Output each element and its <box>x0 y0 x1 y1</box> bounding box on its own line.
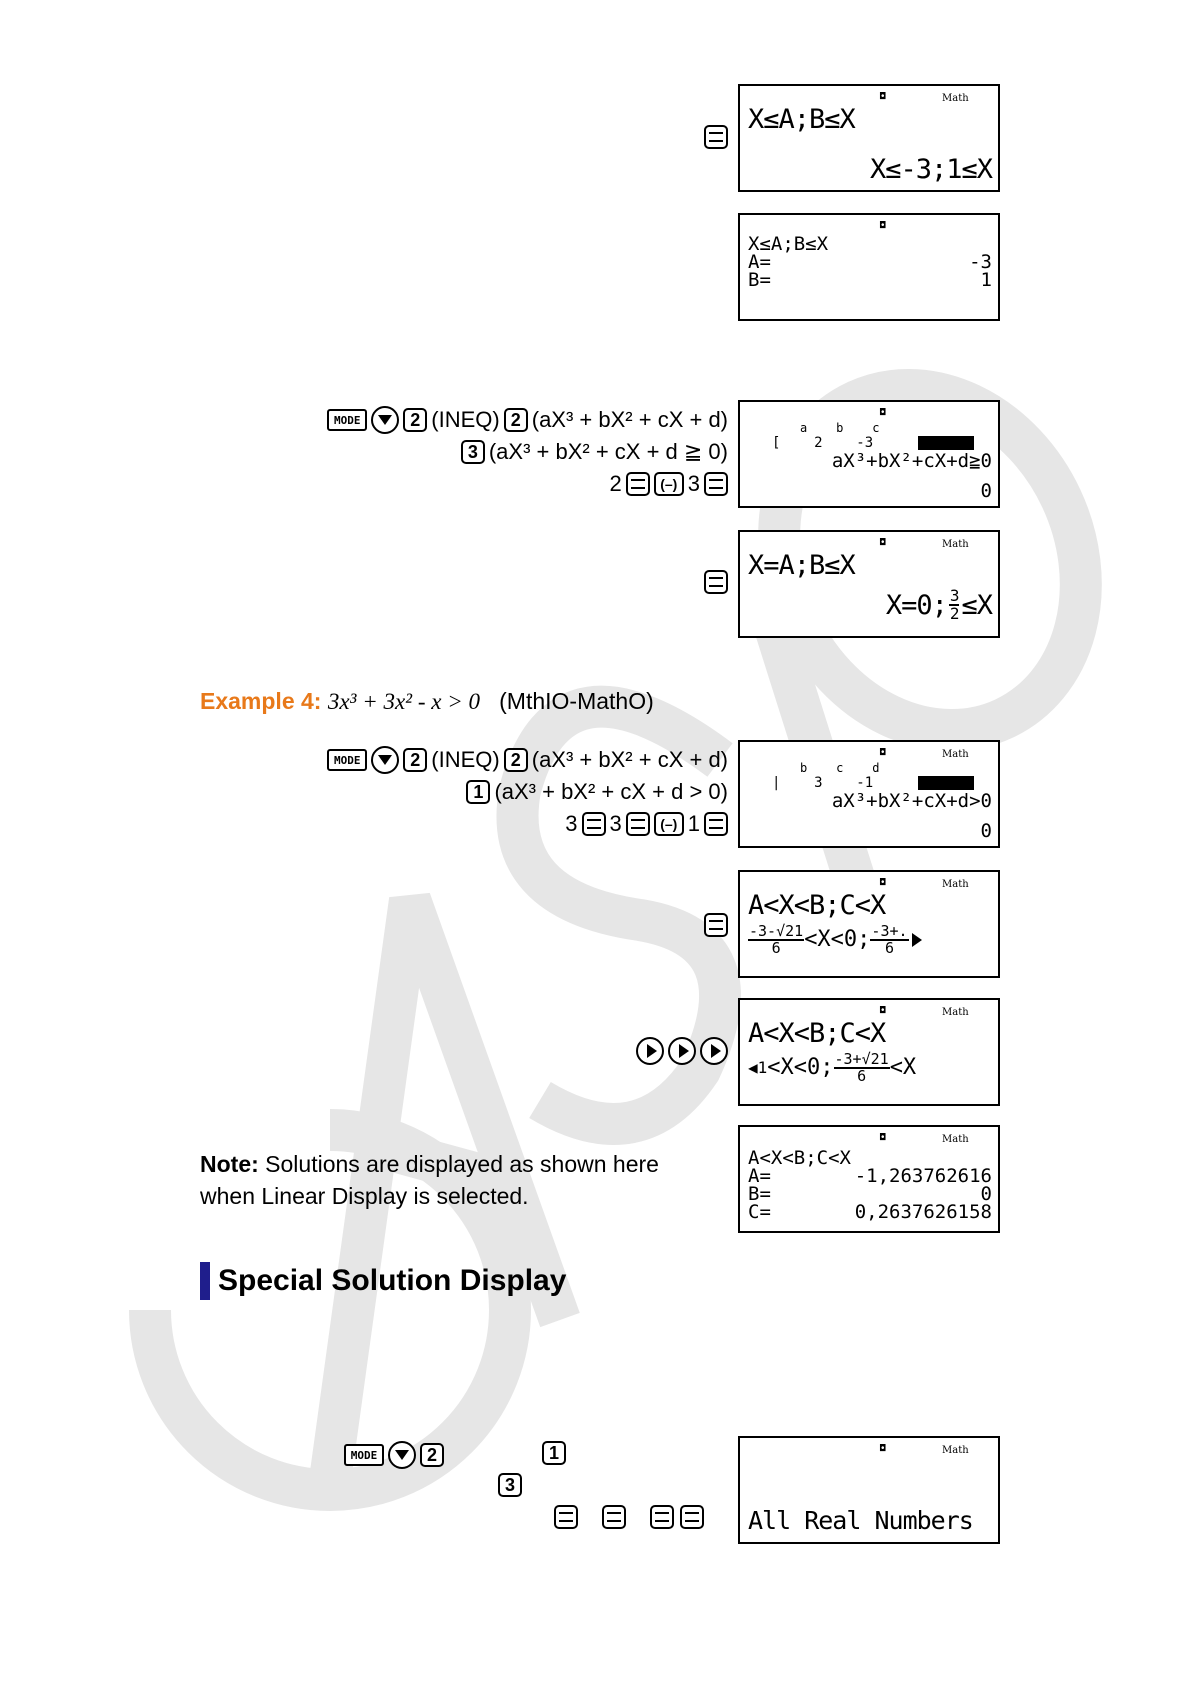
down-arrow-key[interactable] <box>371 746 399 774</box>
negative-key[interactable]: (–) <box>654 812 684 836</box>
indicator-icon: ◘ <box>880 1006 886 1016</box>
note-text: Solutions are displayed as shown here when Linear Display is selected. <box>200 1151 659 1209</box>
screen-a-label: A= <box>748 251 771 273</box>
down-arrow-icon <box>395 1450 409 1460</box>
coef-values: | 3 -1 <box>772 775 874 791</box>
calc-screen-8 <box>738 1125 1000 1233</box>
cubic-ineq-form: (aX³ + bX² + cX + d > 0) <box>494 779 728 804</box>
frac-den: 6 <box>857 1067 867 1085</box>
keystroke-line-5a <box>344 1441 444 1469</box>
keystroke-line-4a <box>327 745 728 775</box>
b-label: B= <box>748 1183 771 1205</box>
screen-line-2: X≤-3;1≤X <box>869 154 992 185</box>
a-label: A= <box>748 1165 771 1187</box>
frac-num: 3 <box>949 586 959 605</box>
screen-line-1: A<X<B;C<X <box>748 1147 851 1169</box>
cursor-block <box>918 776 974 790</box>
keystroke-key-3 <box>498 1473 522 1497</box>
fraction <box>949 588 960 622</box>
calc-screen-2 <box>738 213 1000 321</box>
digit: 2 <box>609 471 622 496</box>
key-3[interactable]: 3 <box>461 440 485 464</box>
equals-key[interactable] <box>680 1505 704 1529</box>
calc-screen-9 <box>738 1436 1000 1544</box>
post: <X <box>889 1055 917 1080</box>
screen-line-1: A<X<B;C<X <box>748 1018 886 1049</box>
frac-den: 6 <box>884 939 894 957</box>
ineq-label: (INEQ) <box>431 407 500 432</box>
keystroke-line-4b <box>466 777 728 807</box>
equals-key[interactable] <box>704 913 728 937</box>
equals-key[interactable] <box>554 1505 578 1529</box>
right-arrow-icon <box>679 1044 689 1058</box>
digit: 3 <box>609 811 622 836</box>
input-value: 0 <box>980 820 992 842</box>
expression: aX³+bX²+cX+d≧0 <box>831 450 992 472</box>
indicator-icon: ◘ <box>880 1133 886 1143</box>
down-arrow-key[interactable] <box>371 406 399 434</box>
input-value: 0 <box>980 480 992 502</box>
screen-line-2 <box>748 1052 916 1084</box>
down-arrow-icon <box>378 415 392 425</box>
key-1[interactable]: 1 <box>466 780 490 804</box>
frac-num: -3-√21 <box>749 922 804 940</box>
keystroke-line-3 <box>610 469 729 499</box>
equals-keystroke-4 <box>704 567 728 597</box>
right-arrow-key[interactable] <box>700 1037 728 1065</box>
equals-key[interactable] <box>626 472 650 496</box>
b-value: 0 <box>980 1183 992 1205</box>
equals-key[interactable] <box>602 1505 626 1529</box>
scroll-right-icon <box>912 933 922 947</box>
indicator-icon: ◘ <box>880 408 886 418</box>
screen-b-value: 1 <box>980 269 992 291</box>
section-heading <box>200 1262 566 1300</box>
key-1[interactable]: 1 <box>542 1441 566 1465</box>
note <box>200 1148 700 1212</box>
example-4 <box>200 688 654 715</box>
equals-key[interactable] <box>704 472 728 496</box>
cursor-block <box>918 436 974 450</box>
keystroke-line-4c <box>565 809 728 839</box>
coef-values: [ 2 -3 <box>772 435 874 451</box>
screen-b-label: B= <box>748 269 771 291</box>
screen-line-1: X≤A;B≤X <box>748 233 829 255</box>
screen-line-2 <box>748 924 922 956</box>
equals-key[interactable] <box>650 1505 674 1529</box>
equals-key[interactable] <box>582 812 606 836</box>
math-indicator: Math <box>942 1445 969 1456</box>
cubic-ineq-form: (aX³ + bX² + cX + d ≧ 0) <box>488 439 728 464</box>
indicator-icon: ◘ <box>880 92 886 102</box>
math-indicator: Math <box>942 1134 969 1145</box>
right-arrow-key[interactable] <box>668 1037 696 1065</box>
frac-den: 2 <box>949 604 959 623</box>
cubic-form: (aX³ + bX² + cX + d) <box>531 747 728 772</box>
math-indicator: Math <box>942 1007 969 1018</box>
keystroke-line-1 <box>327 405 728 435</box>
example-label: Example 4: <box>200 688 322 714</box>
equals-keystroke-6 <box>704 910 728 940</box>
key-2[interactable]: 2 <box>504 748 528 772</box>
mode-key[interactable]: MODE <box>327 409 367 431</box>
digit: 3 <box>565 811 578 836</box>
calc-screen-6 <box>738 870 1000 978</box>
middle: <X<0; <box>767 1055 834 1080</box>
key-2[interactable]: 2 <box>403 748 427 772</box>
screen-line-2 <box>886 588 992 622</box>
digit: 3 <box>687 471 700 496</box>
result-post: ≤X <box>961 589 992 621</box>
right-arrow-key[interactable] <box>636 1037 664 1065</box>
fraction-1 <box>748 924 804 956</box>
screen-line-1: X=A;B≤X <box>748 550 855 581</box>
digit: 1 <box>687 811 700 836</box>
cubic-form: (aX³ + bX² + cX + d) <box>531 407 728 432</box>
indicator-icon: ◘ <box>880 221 886 231</box>
example-expression: 3x³ + 3x² - x > 0 <box>327 689 480 714</box>
screen-a-value: -3 <box>969 251 992 273</box>
screen-line-1: All Real Numbers <box>748 1506 973 1535</box>
math-indicator: Math <box>942 93 969 104</box>
indicator-icon: ◘ <box>880 748 886 758</box>
key-2[interactable]: 2 <box>504 408 528 432</box>
down-arrow-icon <box>378 755 392 765</box>
fraction-2 <box>870 924 908 956</box>
frac-num: -3+√21 <box>834 1050 889 1068</box>
keystroke-line-2 <box>461 437 728 467</box>
calc-screen-1 <box>738 84 1000 192</box>
math-indicator: Math <box>942 539 969 550</box>
equals-keystroke-1 <box>704 122 728 152</box>
math-indicator: Math <box>942 879 969 890</box>
mode-key[interactable]: MODE <box>344 1444 384 1466</box>
note-label: Note: <box>200 1151 259 1177</box>
mode-key[interactable]: MODE <box>327 749 367 771</box>
indicator-icon: ◘ <box>880 1444 886 1454</box>
screen-line-1: X≤A;B≤X <box>748 104 855 135</box>
expression: aX³+bX²+cX+d>0 <box>831 790 992 812</box>
coef-labels: a b c <box>800 421 880 435</box>
down-arrow-key[interactable] <box>388 1441 416 1469</box>
calc-screen-5 <box>738 740 1000 848</box>
screen-line-1: A<X<B;C<X <box>748 890 886 921</box>
keystroke-equals-row <box>554 1505 704 1529</box>
equals-key[interactable] <box>704 812 728 836</box>
frac-den: 6 <box>771 939 781 957</box>
calc-screen-3 <box>738 400 1000 508</box>
pre-fragment: ◀1 <box>748 1058 768 1077</box>
key-2[interactable]: 2 <box>403 408 427 432</box>
c-label: C= <box>748 1201 771 1223</box>
result-pre: X=0; <box>885 589 947 621</box>
equals-key[interactable] <box>626 812 650 836</box>
section-title: Special Solution Display <box>218 1264 567 1297</box>
key-2[interactable]: 2 <box>420 1443 444 1467</box>
math-indicator: Math <box>942 749 969 760</box>
ineq-label: (INEQ) <box>431 747 500 772</box>
right-arrow-icon <box>711 1044 721 1058</box>
c-value: 0,2637626158 <box>854 1201 992 1223</box>
calc-screen-4 <box>738 530 1000 638</box>
keystroke-key-1 <box>542 1441 566 1465</box>
middle: <X<0; <box>804 927 871 952</box>
right-arrows-keystroke <box>636 1036 728 1066</box>
heading-bar <box>200 1262 210 1300</box>
frac-num: -3+. <box>871 922 908 940</box>
example-mode: (MthIO-MathO) <box>499 688 654 714</box>
equals-key[interactable] <box>704 125 728 149</box>
indicator-icon: ◘ <box>880 878 886 888</box>
negative-key[interactable]: (–) <box>654 472 684 496</box>
fraction <box>834 1052 890 1084</box>
a-value: -1,263762616 <box>854 1165 992 1187</box>
equals-key[interactable] <box>704 570 728 594</box>
key-3[interactable]: 3 <box>498 1473 522 1497</box>
calc-screen-7 <box>738 998 1000 1106</box>
indicator-icon: ◘ <box>880 538 886 548</box>
right-arrow-icon <box>647 1044 657 1058</box>
coef-labels: b c d <box>800 761 880 775</box>
